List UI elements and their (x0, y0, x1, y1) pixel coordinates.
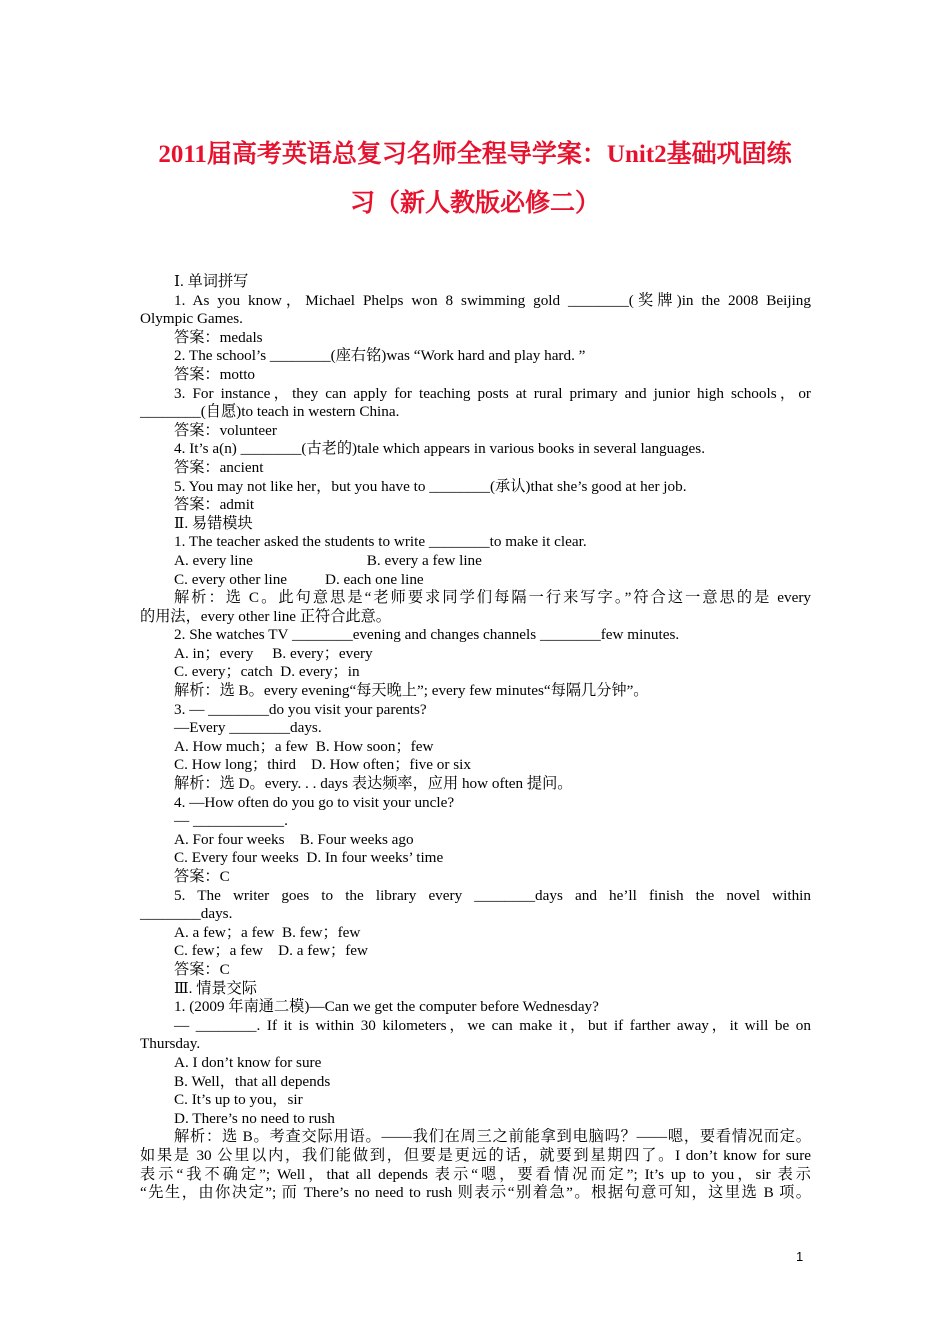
text-line: A. How much；a few B. How soon；few (174, 737, 434, 755)
text-line: 解析：选 B。考查交际用语。——我们在周三之前能拿到电脑吗？——嗯，要看情况而定。 (174, 1128, 811, 1146)
text-line: — ____________. (174, 812, 288, 830)
text-line: 答案：admit (174, 496, 255, 514)
text-line: D. There’s no need to rush (174, 1109, 335, 1127)
text-line: 答案：medals (174, 328, 263, 346)
text-line: C. every；catch D. every；in (174, 663, 360, 681)
text-line: 2. She watches TV ________evening and changes channels ________few minutes. (174, 626, 680, 644)
text-line: 1. The teacher asked the students to write ________to make it clear. (174, 533, 587, 551)
text-line: 1. (2009 年南通二模)—Can we get the computer before Wednesday? (174, 998, 599, 1016)
text-line: C. How long；third D. How often；five or six (174, 756, 471, 774)
text-line: A. a few；a few B. few；few (174, 923, 361, 941)
text-line: 答案：volunteer (174, 421, 277, 439)
text-line: ________(自愿)to teach in western China. (140, 403, 400, 421)
text-line: A. in；every B. every；every (174, 644, 373, 662)
text-line: 答案：ancient (174, 458, 264, 476)
text-line: 5. You may not like her，but you have to ________(承认)that she’s good at her job. (174, 477, 687, 495)
text-line: 解析：选 B。every evening“每天晚上”; every few minutes“每隔几分钟”。 (174, 682, 649, 700)
text-line: C. every other line D. each one line (174, 570, 424, 588)
text-line: B. Well，that all depends (174, 1072, 331, 1090)
text-line: 的用法，every other line 正符合此意。 (140, 607, 391, 625)
text-line: A. I don’t know for sure (174, 1053, 322, 1071)
text-line: — ________. If it is within 30 kilometers，we can make it，but if farther away，it will be on (174, 1016, 811, 1034)
text-line: 5. The writer goes to the library every ________days and he’ll finish the novel within (174, 886, 811, 904)
text-line: ________days. (140, 905, 233, 923)
text-line: 1. As you know，Michael Phelps won 8 swimming gold ________(奖牌)in the 2008 Beijing (174, 291, 811, 309)
text-line: Ⅰ. 单词拼写 (174, 273, 249, 290)
text-line: 如果是 30 公里以内，我们能做到，但要是更远的话，就要到星期四了。I don’t know for sure (140, 1146, 811, 1164)
text-line: 4. It’s a(n) ________(古老的)tale which appears in various books in several languages. (174, 440, 706, 458)
text-line: 4. —How often do you go to visit your uncle? (174, 793, 455, 811)
text-line: Ⅲ. 情景交际 (174, 979, 257, 997)
text-line: 解析：选 D。every. . . days 表达频率，应用 how often 提问。 (174, 775, 573, 793)
text-line: C. It’s up to you，sir (174, 1091, 303, 1109)
text-line: 3. — ________do you visit your parents? (174, 700, 427, 718)
text-line: C. Every four weeks D. In four weeks’ time (174, 849, 444, 867)
text-line: “先生，由你决定”; 而 There’s no need to rush 则表示“别着急”。根据句意可知，这里选 B 项。 (140, 1184, 811, 1202)
text-line: A. For four weeks B. Four weeks ago (174, 830, 414, 848)
text-line: A. every line B. every a few line (174, 551, 482, 569)
text-line: 答案：C (174, 960, 230, 978)
text-line: Ⅱ. 易错模块 (174, 514, 253, 532)
document-title-line-2: 习（新人教版必修二） (349, 190, 600, 217)
text-line: 答案：motto (174, 365, 256, 383)
document-title-line-1: 2011届高考英语总复习名师全程导学案：Unit2基础巩固练 (158, 141, 792, 168)
text-line: —Every ________days. (174, 719, 322, 737)
text-line: 2. The school’s ________(座右铭)was “Work hard and play hard. ” (174, 347, 586, 365)
text-line: C. few；a few D. a few；few (174, 942, 368, 960)
text-line: 解析：选 C。此句意思是“老师要求同学们每隔一行来写字。”符合这一意思的是 every (174, 589, 811, 607)
text-line: Thursday. (140, 1035, 201, 1053)
text-line: 答案：C (174, 868, 230, 885)
text-line: 3. For instance，they can apply for teaching posts at rural primary and junior high schools，or (174, 384, 811, 402)
page-number: 1 (796, 1249, 804, 1264)
document-body (140, 273, 811, 1203)
text-line: 表示“我不确定”; Well，that all depends 表示“嗯，要看情况而定”; It’s up to you，sir 表示 (140, 1165, 811, 1183)
text-line: Olympic Games. (140, 310, 243, 328)
